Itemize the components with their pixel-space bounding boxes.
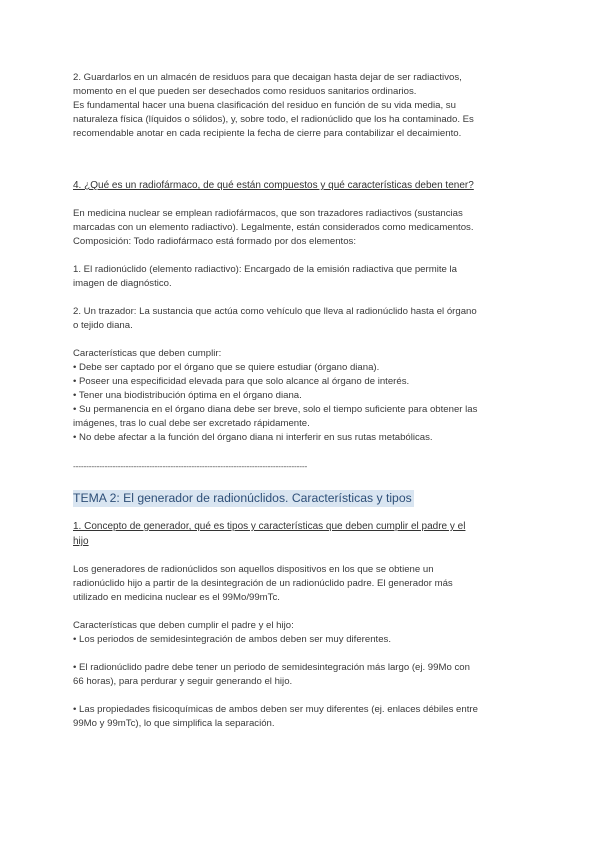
- paragraph-storage: [73, 71, 528, 141]
- list-item: • Su permanencia en el órgano diana debe ser breve, solo el tiempo suficiente para obtener las: [73, 404, 478, 415]
- text-line: 1. El radionúclido (elemento radiactivo): Encargado de la emisión radiactiva que permite la: [73, 264, 457, 275]
- text-line: utilizado en medicina nuclear es el 99Mo/99mTc.: [73, 592, 280, 603]
- list-item: • El radionúclido padre debe tener un periodo de semidesintegración más largo (ej. 99Mo con: [73, 662, 470, 673]
- text-line: recomendable anotar en cada recipiente la fecha de cierre para contabilizar el decaimiento.: [73, 128, 462, 139]
- text-line: hijo: [73, 536, 89, 547]
- text-line: naturaleza física (líquidos o sólidos), y, sobre todo, el radionúclido que los ha contaminado. Es: [73, 114, 474, 125]
- section-divider: -----------------------------------------------------------------------------------------: [73, 461, 308, 471]
- text-line: Los generadores de radionúclidos son aquellos dispositivos en los que se obtiene un: [73, 564, 434, 575]
- characteristics-list: [73, 347, 528, 445]
- text-line: 1. Concepto de generador, qué es tipos y características que deben cumplir el padre y el: [73, 521, 466, 532]
- list-item-continuation: 66 horas), para perdurar y seguir generando el hijo.: [73, 676, 293, 687]
- question-4-heading: 4. ¿Qué es un radiofármaco, de qué están compuestos y qué características deben tener?: [73, 180, 474, 191]
- list-item: • Las propiedades fisicoquímicas de ambos deben ser muy diferentes (ej. enlaces débiles entre: [73, 704, 478, 715]
- text-line: radionúclido hijo a partir de la desintegración de un radionúclido padre. El generador más: [73, 578, 453, 589]
- physicochemical-item: [73, 703, 528, 731]
- text-line: En medicina nuclear se emplean radiofármacos, que son trazadores radiactivos (sustancias: [73, 208, 463, 219]
- tema-2-title: TEMA 2: El generador de radionúclidos. Características y tipos: [73, 491, 412, 505]
- text-line: Es fundamental hacer una buena clasificación del residuo en función de su vida media, su: [73, 100, 456, 111]
- list-title: Características que deben cumplir:: [73, 348, 222, 359]
- list-item-continuation: 99Mo y 99mTc), lo que simplifica la separación.: [73, 718, 275, 729]
- tema-2-title-wrap: [73, 490, 528, 507]
- parent-halflife-item: [73, 661, 528, 689]
- element-trazador: [73, 305, 528, 333]
- paragraph-generator-definition: [73, 563, 528, 605]
- list-item: • Tener una biodistribución óptima en el órgano diana.: [73, 390, 302, 401]
- text-line: imagen de diagnóstico.: [73, 278, 172, 289]
- list-item: • Los periodos de semidesintegración de ambos deben ser muy diferentes.: [73, 634, 392, 645]
- list-item: • Poseer una especificidad elevada para que solo alcance al órgano de interés.: [73, 376, 410, 387]
- element-radionuclido: [73, 263, 528, 291]
- parent-child-characteristics: [73, 619, 528, 647]
- list-item: • Debe ser captado por el órgano que se quiere estudiar (órgano diana).: [73, 362, 380, 373]
- paragraph-radiofarmaco-intro: [73, 207, 528, 249]
- text-line: marcadas con un elemento radiactivo). Legalmente, están considerados como medicamentos.: [73, 222, 474, 233]
- text-line: Composición: Todo radiofármaco está formado por dos elementos:: [73, 236, 356, 247]
- list-item: • No debe afectar a la función del órgano diana ni interferir en sus rutas metabólicas.: [73, 432, 433, 443]
- text-line: o tejido diana.: [73, 320, 133, 331]
- list-item-continuation: imágenes, tras lo cual debe ser excretado rápidamente.: [73, 418, 310, 429]
- document-page: [73, 71, 528, 731]
- generator-concept-heading: [73, 519, 528, 549]
- text-line: momento en el que pueden ser desechados como residuos sanitarios ordinarios.: [73, 86, 417, 97]
- text-line: 2. Guardarlos en un almacén de residuos para que decaigan hasta dejar de ser radiactivos,: [73, 72, 462, 83]
- text-line: 2. Un trazador: La sustancia que actúa como vehículo que lleva al radionúclido hasta el órgano: [73, 306, 477, 317]
- list-title: Características que deben cumplir el padre y el hijo:: [73, 620, 294, 631]
